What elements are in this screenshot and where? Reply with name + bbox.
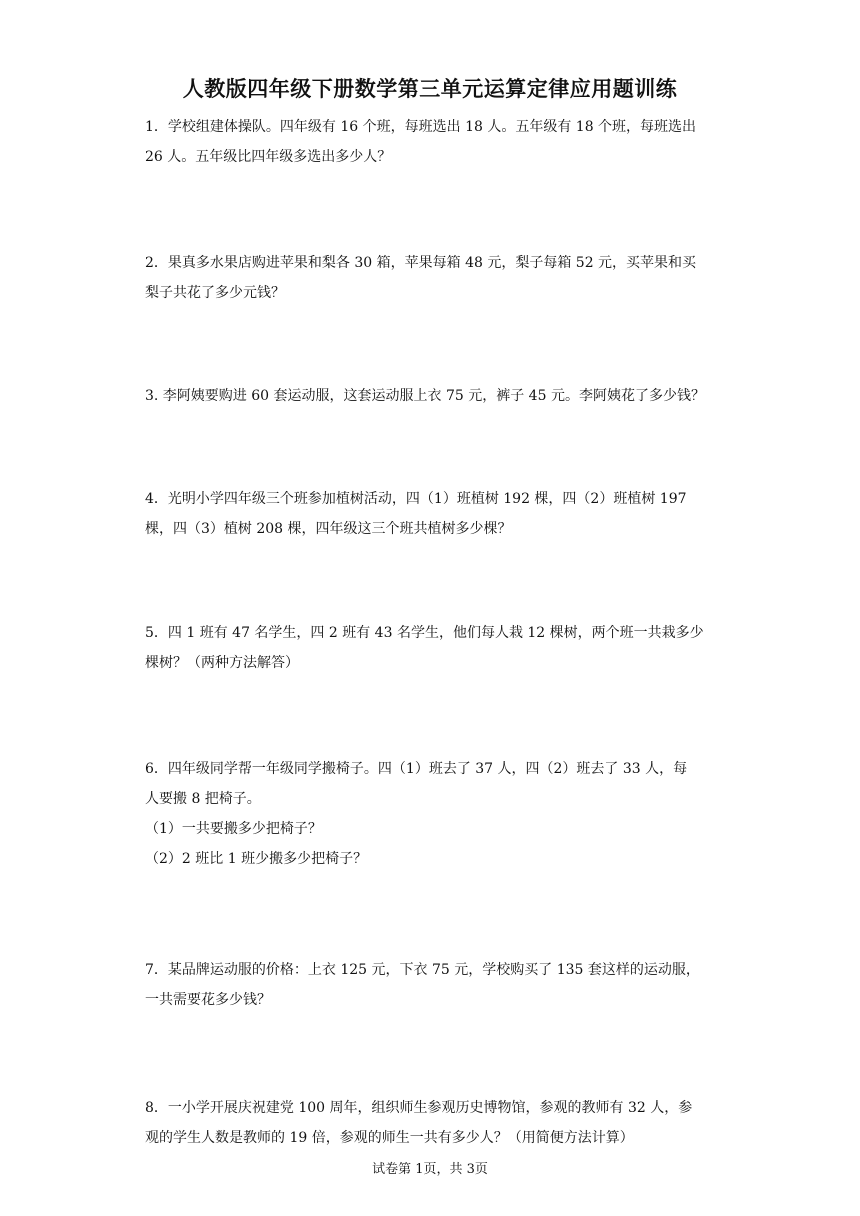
question-7 [145,955,720,1015]
question-7-line-1: 7．某品牌运动服的价格：上衣 125 元，下衣 75 元，学校购买了 135 套这样的运动服， [145,962,700,978]
question-2 [145,248,720,308]
question-6-line-2: 人要搬 8 把椅子。 [145,791,261,807]
page-footer: 试卷第 1页，共 3页 [372,1162,488,1177]
question-1-line-1: 1．学校组建体操队。四年级有 16 个班，每班选出 18 人。五年级有 18 个班，每班选出 [145,119,697,135]
question-5-line-1: 5．四 1 班有 47 名学生，四 2 班有 43 名学生，他们每人栽 12 棵树，两个班一共栽多少 [145,625,704,641]
question-2-line-1: 2．果真多水果店购进苹果和梨各 30 箱，苹果每箱 48 元，梨子每箱 52 元，买苹果和买 [145,255,697,271]
question-8-line-1: 8．一小学开展庆祝建党 100 周年，组织师生参观历史博物馆，参观的教师有 32 人，参 [145,1100,693,1116]
question-6-subquestion-2: （2）2 班比 1 班少搬多少把椅子？ [145,851,368,867]
question-4 [145,484,720,544]
question-5 [145,618,720,678]
question-6-line-1: 6．四年级同学帮一年级同学搬椅子。四（1）班去了 37 人，四（2）班去了 33 人，每 [145,761,688,777]
question-1-line-2: 26 人。五年级比四年级多选出多少人？ [145,149,392,165]
question-3 [145,381,720,411]
question-7-line-2: 一共需要花多少钱？ [145,992,271,1008]
question-3-line-1: 3. 李阿姨要购进 60 套运动服，这套运动服上衣 75 元，裤子 45 元。李阿姨花了多少钱？ [145,388,705,404]
question-8 [145,1093,720,1153]
question-5-line-2: 棵树？（两种方法解答） [145,655,299,671]
document-title: 人教版四年级下册数学第三单元运算定律应用题训练 [182,77,678,101]
question-2-line-2: 梨子共花了多少元钱？ [145,285,285,301]
question-6 [145,754,720,874]
question-6-subquestion-1: （1）一共要搬多少把椅子？ [145,821,322,837]
question-1 [145,112,720,172]
question-4-line-2: 棵，四（3）植树 208 棵，四年级这三个班共植树多少棵？ [145,521,512,537]
question-4-line-1: 4．光明小学四年级三个班参加植树活动，四（1）班植树 192 棵，四（2）班植树 197 [145,491,687,507]
question-8-line-2: 观的学生人数是教师的 19 倍，参观的师生一共有多少人？（用简便方法计算） [145,1130,634,1146]
